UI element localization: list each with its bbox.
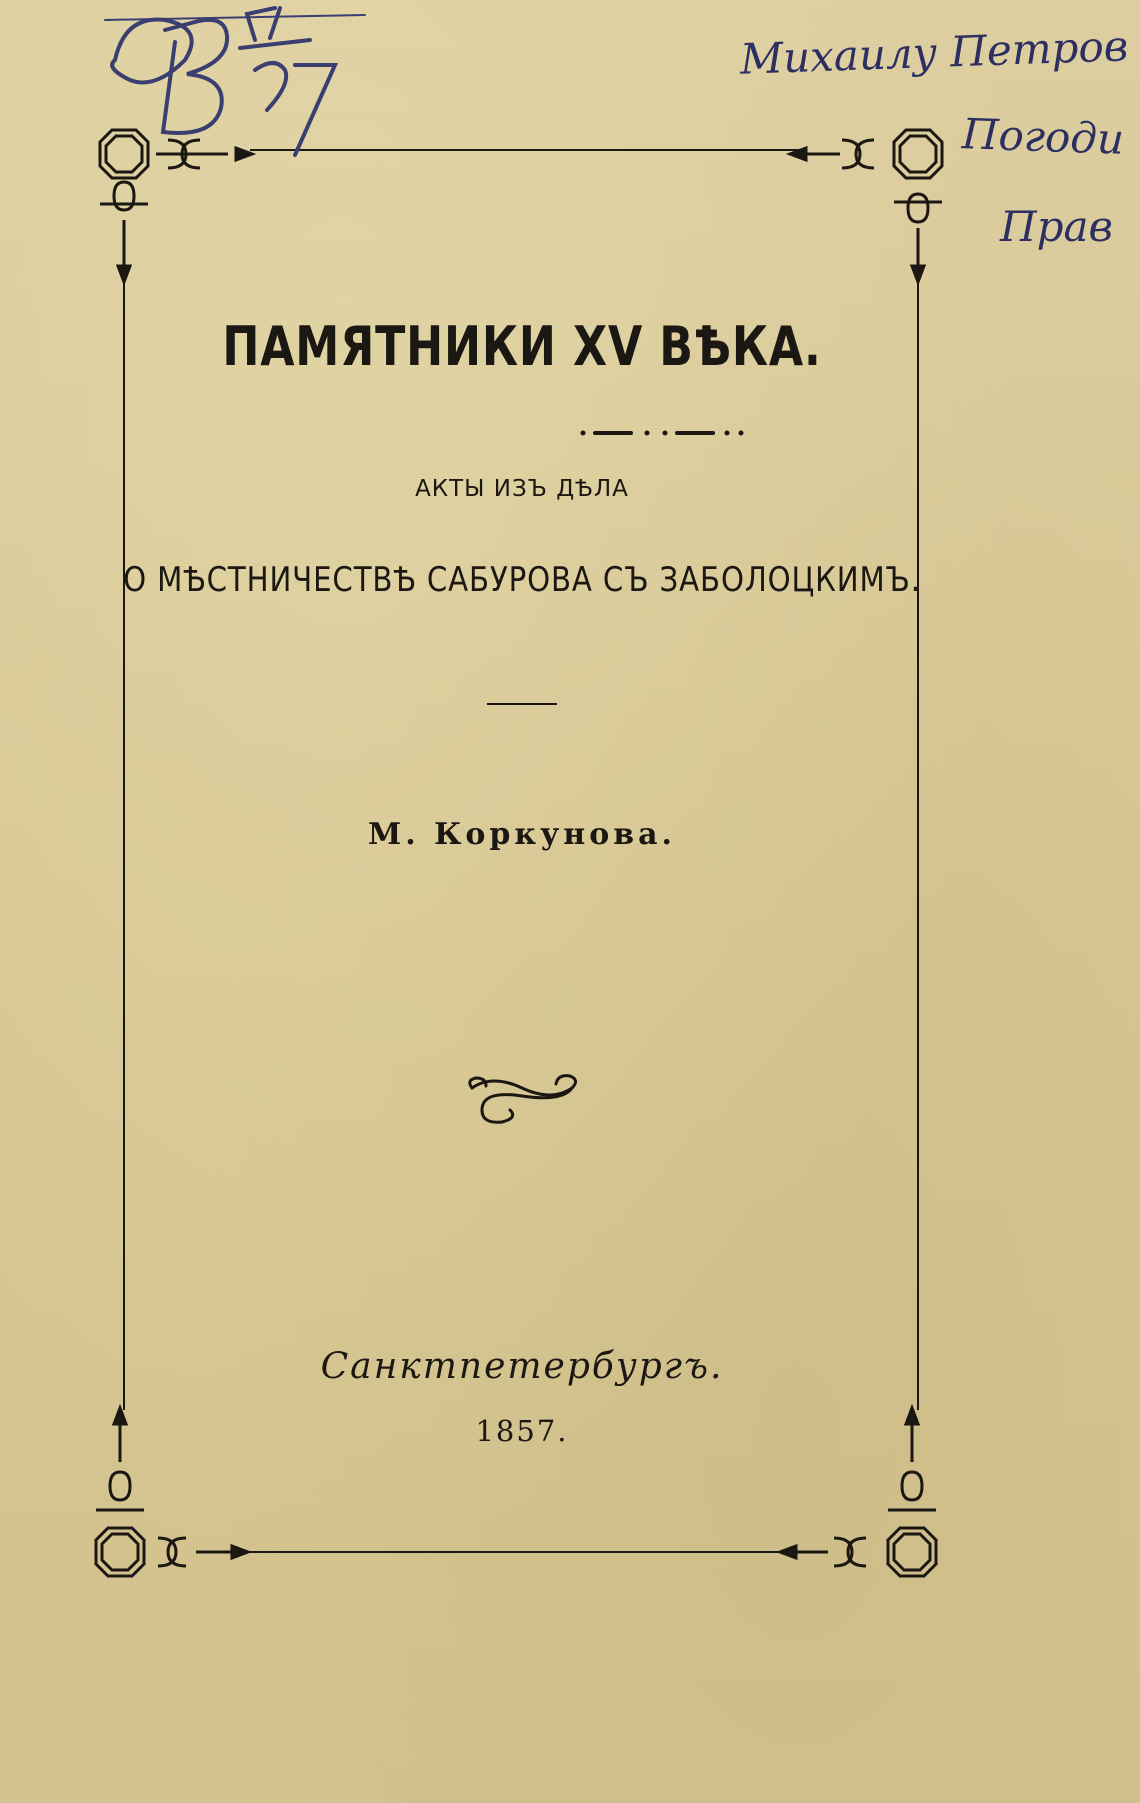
publication-city: Санктпетербургъ. [320,1346,724,1387]
short-rule [487,703,557,705]
dotted-divider [575,428,755,438]
handwritten-inscription-line2: Погоди [961,109,1125,164]
publication-year: 1857. [475,1414,569,1448]
author-name: М. Коркунова. [368,817,676,852]
subtitle-line1: АКТЫ ИЗЪ ДѢЛА [415,476,629,502]
corner-ornament-top-right [790,130,942,282]
library-stamp [95,0,395,200]
handwritten-inscription-line1: Михаилу Петров [739,21,1129,84]
subtitle-line2: О МѢСТНИЧЕСТВѢ САБУРОВА СЪ ЗАБОЛОЦКИМЪ. [123,560,921,600]
handwritten-inscription-line3: Прав [1000,202,1113,251]
page-title: ПАМЯТНИКИ XV ВѢКА. [222,315,822,378]
flourish-ornament [462,1068,582,1128]
